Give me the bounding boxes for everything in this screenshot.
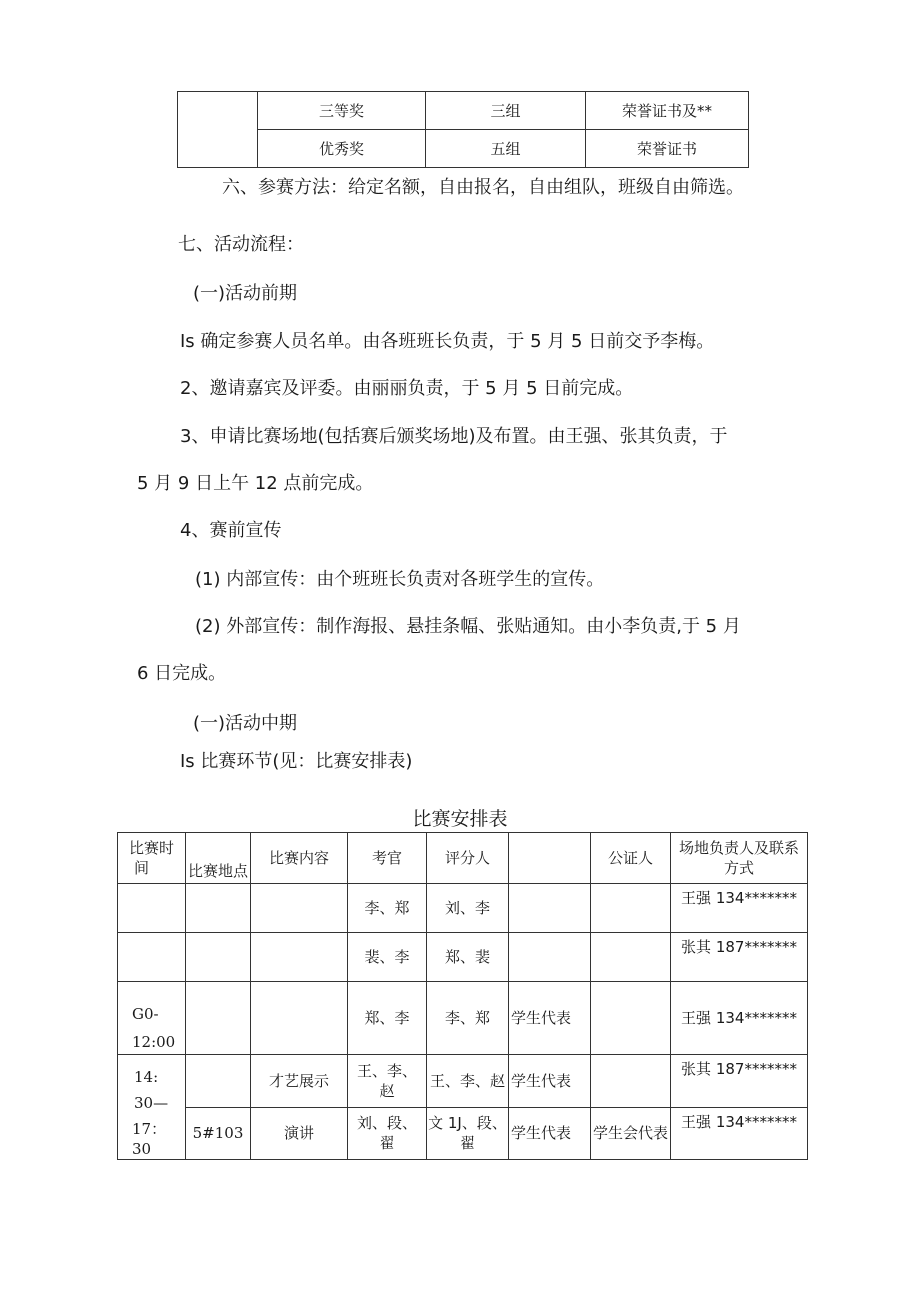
header-time: [118, 833, 186, 884]
count-cell: 三组: [426, 92, 586, 130]
blank-cell: [509, 933, 591, 982]
place-cell: [186, 884, 251, 933]
judge-cell: 郑、裴: [427, 933, 509, 982]
section-7-heading: 七、活动流程：: [178, 234, 304, 255]
header-place: 比赛地点: [186, 833, 251, 884]
examiner-line1: 王、李、: [356, 1061, 417, 1080]
examiner-cell: [348, 1055, 427, 1108]
header-contact-line2: 方式: [723, 859, 754, 877]
header-time-line2: 间: [134, 859, 150, 877]
examiner-cell: 裴、李: [348, 933, 427, 982]
award-category-cell: [178, 92, 258, 168]
item-4-2-text: (2) 外部宣传：制作海报、悬挂条幅、张贴通知。由小李负责,于 5 月: [195, 616, 741, 637]
table-row: [178, 92, 749, 130]
table-row: [118, 1107, 808, 1160]
header-examiner: 考官: [348, 833, 427, 884]
phase-2-heading: (一)活动中期: [193, 713, 298, 734]
award-table: [177, 91, 749, 168]
judge-cell: 李、郑: [427, 982, 509, 1055]
item-2-text: 2、邀请嘉宾及评委。由丽丽负责，于 5 月 5 日前完成。: [180, 378, 634, 399]
table-row: [118, 1055, 808, 1108]
prize-cell: 优秀奖: [258, 130, 426, 168]
contact-cell: 张其 187*******: [671, 1055, 808, 1108]
content-cell: 才艺展示: [251, 1055, 348, 1108]
examiner-cell: [348, 1107, 427, 1160]
count-cell: 五组: [426, 130, 586, 168]
schedule-table: [117, 832, 808, 1160]
examiner-cell: 郑、李: [348, 982, 427, 1055]
phase-1-heading: (一)活动前期: [193, 283, 298, 304]
table-row: [178, 130, 749, 168]
place-cell: 5#103: [186, 1107, 251, 1160]
item-3-text-cont: 5 月 9 日上午 12 点前完成。: [137, 473, 374, 494]
item-4-1-text: (1) 内部宣传：由个班班长负责对各班学生的宣传。: [195, 569, 605, 590]
header-notary: 公证人: [591, 833, 671, 884]
time-cell: [118, 982, 186, 1055]
item-3-text: 3、申请比赛场地(包括赛后颁奖场地)及布置。由王强、张其负责，于: [180, 426, 728, 447]
judge-line1: 文 1J、段、: [428, 1114, 507, 1133]
phase-2-item: Is 比赛环节(见：比赛安排表): [180, 751, 413, 772]
time-cell: [118, 1055, 186, 1160]
examiner-line2: 赵: [379, 1081, 395, 1100]
time-start-line1: 14:: [134, 1068, 159, 1086]
place-cell: [186, 933, 251, 982]
time-end: 12:00: [132, 1033, 176, 1051]
header-contact-line1: 场地负责人及联系: [678, 839, 799, 857]
time-start: G0-: [132, 1005, 159, 1023]
prize-cell: 三等奖: [258, 92, 426, 130]
header-time-line1: 比赛时: [128, 839, 174, 857]
reward-cell: 荣誉证书及**: [586, 92, 749, 130]
contact-cell: 张其 187*******: [671, 933, 808, 982]
reward-cell: 荣誉证书: [586, 130, 749, 168]
judge-line2: 翟: [459, 1134, 475, 1153]
examiner-line1: 刘、段、: [356, 1114, 417, 1133]
judge-cell: 刘、李: [427, 884, 509, 933]
notary-cell: [591, 1055, 671, 1108]
notary-cell: [591, 982, 671, 1055]
header-content: 比赛内容: [251, 833, 348, 884]
content-cell: [251, 933, 348, 982]
place-cell: [186, 982, 251, 1055]
schedule-caption: 比赛安排表: [412, 808, 508, 830]
table-row: [118, 982, 808, 1055]
header-blank: [509, 833, 591, 884]
content-cell: [251, 982, 348, 1055]
blank-cell: [509, 884, 591, 933]
item-4-2-text-cont: 6 日完成。: [137, 663, 227, 684]
time-cell: [118, 884, 186, 933]
notary-cell: [591, 884, 671, 933]
examiner-line2: 翟: [379, 1134, 395, 1153]
judge-cell: 王、李、赵: [427, 1055, 509, 1108]
table-row: [118, 884, 808, 933]
blank-cell: 学生代表: [509, 1107, 591, 1160]
time-start-line2: 30—: [134, 1094, 169, 1112]
content-cell: [251, 884, 348, 933]
place-cell: [186, 1055, 251, 1108]
blank-cell: 学生代表: [509, 1055, 591, 1108]
blank-cell: 学生代表: [509, 982, 591, 1055]
time-end: 17：30: [132, 1120, 167, 1158]
table-row: [118, 933, 808, 982]
section-6-text: 六、参赛方法：给定名额，自由报名，自由组队，班级自由筛选。: [222, 177, 744, 198]
time-cell: [118, 933, 186, 982]
examiner-cell: 李、郑: [348, 884, 427, 933]
contact-cell: 王强 134*******: [671, 884, 808, 933]
table-header-row: [118, 833, 808, 884]
notary-cell: 学生会代表: [591, 1107, 671, 1160]
contact-cell: 王强 134*******: [671, 982, 808, 1055]
notary-cell: [591, 933, 671, 982]
header-contact: [671, 833, 808, 884]
content-cell: 演讲: [251, 1107, 348, 1160]
header-judge: 评分人: [427, 833, 509, 884]
contact-cell: 王强 134*******: [671, 1107, 808, 1160]
item-1-text: Is 确定参赛人员名单。由各班班长负责，于 5 月 5 日前交予李梅。: [180, 331, 715, 352]
item-4-heading: 4、赛前宣传: [180, 520, 282, 541]
judge-cell: [427, 1107, 509, 1160]
